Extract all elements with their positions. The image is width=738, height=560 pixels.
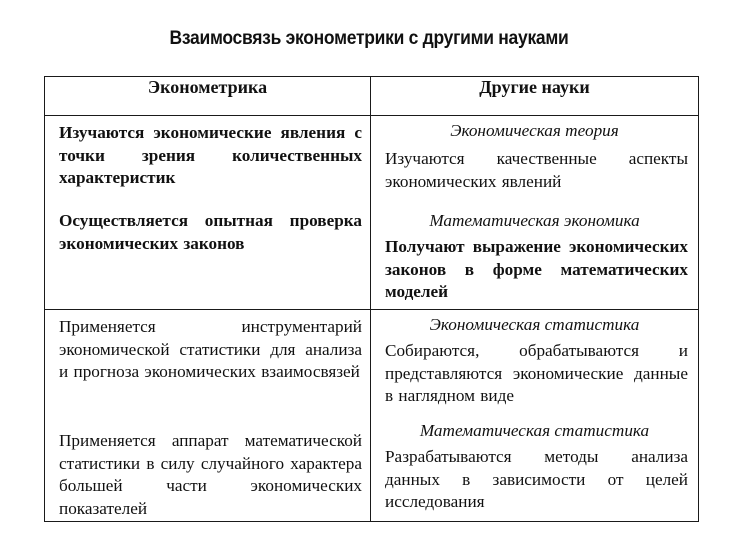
table-cell-other-sciences [371, 116, 699, 310]
science-heading: Математическая статистика [419, 421, 650, 440]
list-item [45, 210, 370, 290]
table-row [45, 116, 699, 310]
column-header-other-sciences: Другие науки [371, 77, 699, 116]
cell-text: Применяется аппарат математической статистики в силу случайного характера большей части экономических показателей [59, 431, 362, 518]
list-item [371, 210, 698, 304]
table-cell-other-sciences [371, 310, 699, 522]
cell-text: Получают выражение экономических законов в форме математических моделей [385, 237, 688, 301]
table-header-row [45, 77, 699, 116]
list-item [371, 420, 698, 514]
cell-text: Применяется инструментарий экономической статистики для анализа и прогноза экономических взаимосвязей [59, 317, 362, 381]
list-item [45, 316, 370, 430]
column-header-econometrics: Эконометрика [45, 77, 371, 116]
table-row [45, 310, 699, 522]
table-cell-econometrics [45, 310, 371, 522]
science-heading: Математическая экономика [429, 211, 640, 230]
cell-text: Изучаются качественные аспекты экономических явлений [385, 149, 688, 191]
list-item [371, 314, 698, 420]
science-heading: Экономическая статистика [429, 315, 640, 334]
cell-text: Собираются, обрабатываются и представляются экономические данные в наглядном виде [385, 341, 688, 405]
cell-text: Осуществляется опытная проверка экономических законов [59, 211, 362, 253]
table-cell-econometrics [45, 116, 371, 310]
page-title: Взаимосвязь эконометрики с другими науками [169, 28, 569, 49]
cell-text: Разрабатываются методы анализа данных в зависимости от целей исследования [385, 447, 688, 511]
list-item [371, 120, 698, 210]
list-item [45, 430, 370, 520]
comparison-table [44, 76, 699, 522]
science-heading: Экономическая теория [450, 121, 619, 140]
cell-text: Изучаются экономические явления с точки зрения количественных характеристик [59, 123, 362, 187]
list-item [45, 122, 370, 210]
